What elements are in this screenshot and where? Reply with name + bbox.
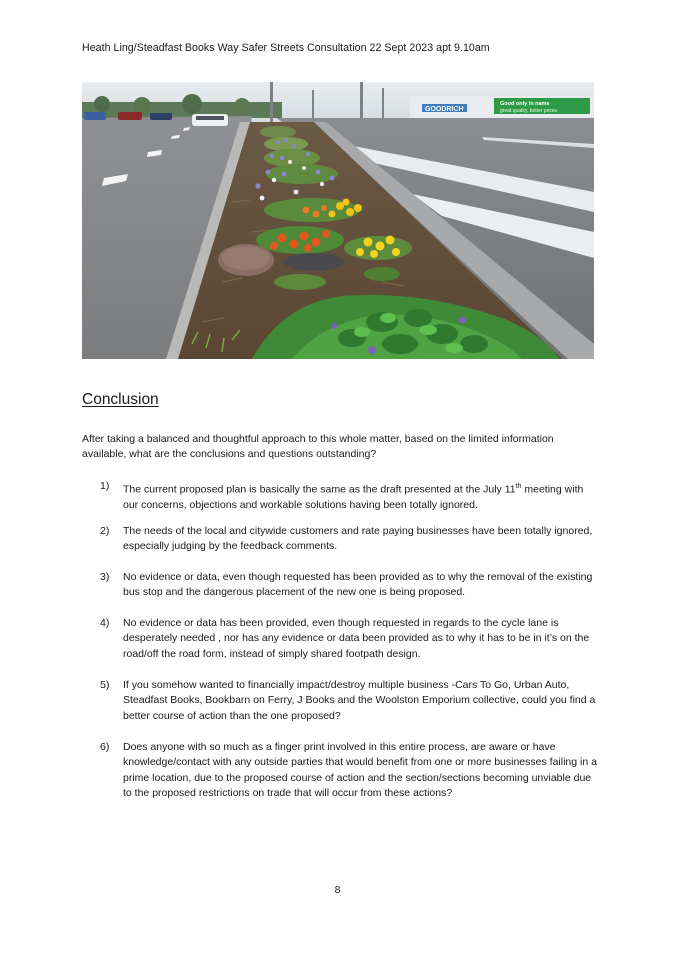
item-text: No evidence or data, even though requested has been provided as to why the removal of the existing bus stop and the dangerous placement of the new one is being proposed.	[123, 571, 593, 599]
item-number: 2)	[100, 525, 110, 537]
item-text-part: meeting with our concerns, objections and workable solutions having been totally ignored.	[123, 483, 584, 511]
item-text-part: The current proposed plan is basically the same as the draft presented at the July 11	[123, 483, 516, 496]
list-item	[100, 479, 600, 513]
item-number: 4)	[100, 617, 110, 629]
item-number: 1)	[100, 480, 110, 492]
item-number: 6)	[100, 741, 110, 753]
storefront-sign: GOODRICH	[425, 106, 464, 113]
item-text: The needs of the local and citywide customers and rate paying businesses have been totally ignored, especially judging by the feedback comments.	[123, 525, 593, 553]
item-number: 3)	[100, 571, 110, 583]
item-number: 5)	[100, 679, 110, 691]
item-text: If you somehow wanted to financially impact/destroy multiple business -Cars To Go, Urban Auto, Steadfast Books, Bookbarn on Ferry, J Books and the Woolston Emporium collective, could you find a better course of action than the one proposed?	[123, 679, 596, 722]
superscript: th	[515, 483, 522, 490]
page-header: Heath Ling/Steadfast Books Way Safer Streets Consultation 22 Sept 2023 apt 9.10am	[82, 42, 490, 54]
list-item	[100, 524, 600, 555]
page-number: 8	[334, 884, 341, 896]
banner-line-1: Good only in name	[500, 101, 550, 107]
median-garden-photo	[82, 82, 594, 359]
item-text: Does anyone with so much as a finger print involved in this entire process, are aware or have knowledge/contact with any outside parties that would benefit from one or more businesses failing in a prime location, due to the proposed course of action and the section/sections becoming unviable due to the proposed restrictions on trade that will occur from these actions?	[123, 741, 597, 800]
list-item	[100, 616, 600, 662]
item-text: No evidence or data has been provided, even though requested in regards to the cycle lane is desperately needed , nor has any evidence or data been provided as to why it has to be in it’s on the road/off the road form, instead of simply shared footpath design.	[123, 617, 590, 660]
intro-paragraph: After taking a balanced and thoughtful approach to this whole matter, based on the limited information available, what are the conclusions and questions outstanding?	[82, 433, 554, 460]
section-heading: Conclusion	[82, 391, 159, 408]
list-item	[100, 678, 600, 724]
list-item	[100, 740, 600, 802]
item-text	[123, 479, 599, 513]
list-item	[100, 570, 600, 601]
banner-line-2: great quality, better prices	[500, 108, 558, 114]
